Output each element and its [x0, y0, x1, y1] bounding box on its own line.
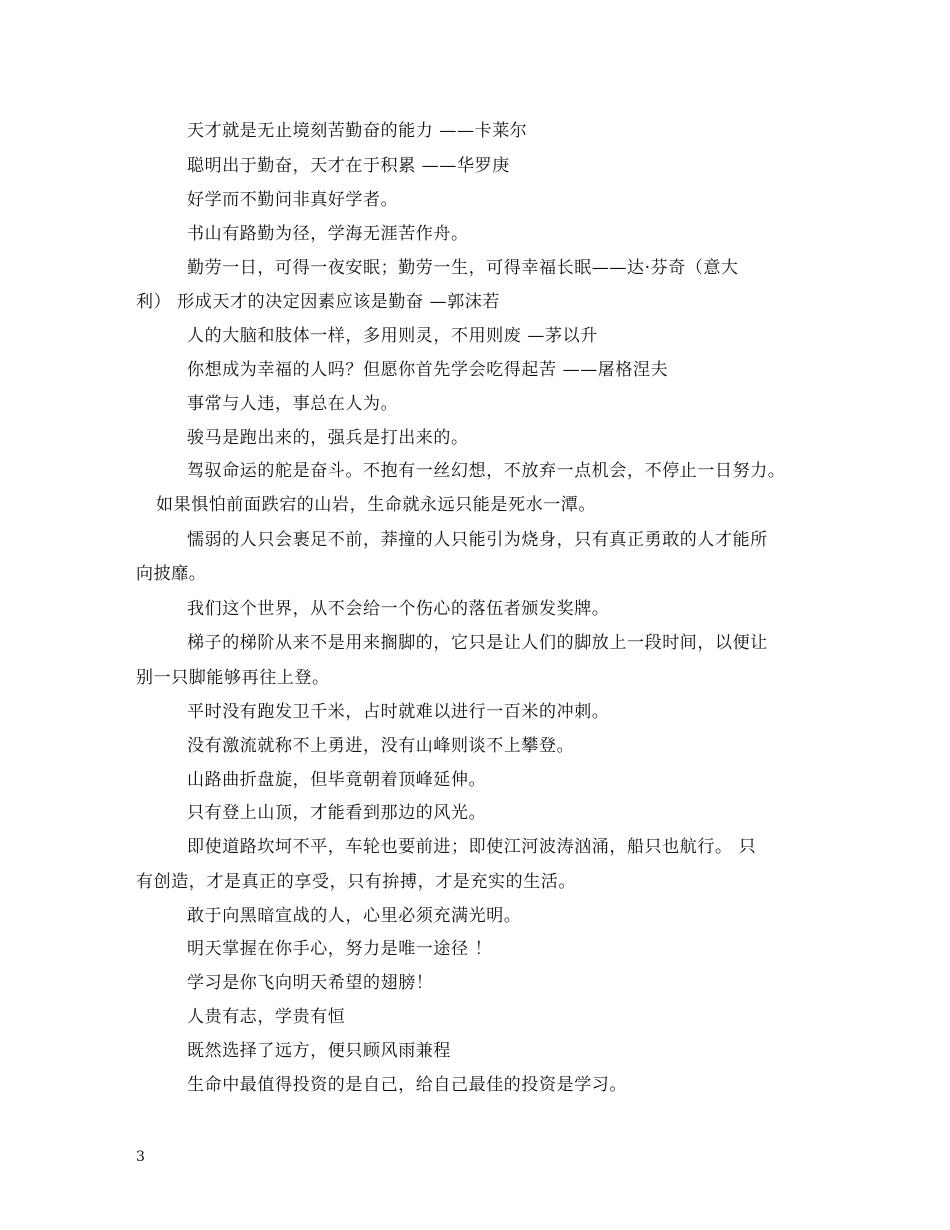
text-line: 没有激流就称不上勇进，没有山峰则谈不上攀登。: [187, 736, 575, 756]
text-line: 书山有路勤为径，学海无涯苦作舟。: [187, 224, 469, 244]
text-line: 别一只脚能够再往上登。: [136, 668, 330, 688]
text-line: 利） 形成天才的决定因素应该是勤奋 —郭沫若: [136, 292, 501, 312]
text-line: 事常与人违，事总在人为。: [187, 394, 399, 414]
text-line: 驾驭命运的舵是奋斗。不抱有一丝幻想，不放弃一点机会，不停止一日努力。: [187, 461, 786, 481]
text-line: 骏马是跑出来的，强兵是打出来的。: [187, 428, 469, 448]
text-line: 好学而不勤问非真好学者。: [187, 190, 399, 210]
text-line: 即使道路坎坷不平，车轮也要前进；即使江河波涛汹涌，船只也航行。 只: [187, 837, 757, 857]
text-line: 有创造，才是真正的享受，只有拚搏，才是充实的生活。: [136, 872, 576, 892]
text-line: 明天掌握在你手心，努力是唯一途径 ！: [187, 939, 493, 959]
text-line: 人的大脑和肢体一样，多用则灵，不用则废 —茅以升: [187, 326, 598, 346]
text-line: 我们这个世界，从不会给一个伤心的落伍者颁发奖牌。: [187, 599, 610, 619]
text-line: 人贵有志，学贵有恒: [187, 1007, 346, 1027]
text-line: 聪明出于勤奋，天才在于积累 ——华罗庚: [187, 156, 510, 176]
text-line: 天才就是无止境刻苦勤奋的能力 ——卡莱尔: [187, 121, 528, 141]
text-line: 梯子的梯阶从来不是用来搁脚的，它只是让人们的脚放上一段时间，以便让: [187, 633, 768, 653]
text-line: 勤劳一日，可得一夜安眠；勤劳一生，可得幸福长眠——达·芬奇（意大: [187, 258, 739, 278]
text-line: 懦弱的人只会裹足不前，莽撞的人只能引为烧身，只有真正勇敢的人才能所: [187, 530, 768, 550]
text-line: 山路曲折盘旋，但毕竟朝着顶峰延伸。: [187, 770, 487, 790]
text-line: 只有登上山顶，才能看到那边的风光。: [187, 803, 487, 823]
text-line: 学习是你飞向明天希望的翅膀！: [187, 973, 434, 993]
text-line: 敢于向黑暗宣战的人，心里必须充满光明。: [187, 906, 522, 926]
text-line: 既然选择了远方，便只顾风雨兼程: [187, 1041, 451, 1061]
page-number: 3: [136, 1149, 145, 1165]
text-line: 向披靡。: [136, 564, 207, 584]
text-line: 你想成为幸福的人吗？但愿你首先学会吃得起苦 ——屠格涅夫: [187, 360, 669, 380]
text-line: 生命中最值得投资的是自己，给自己最佳的投资是学习。: [187, 1075, 627, 1095]
text-line: 如果惧怕前面跌宕的山岩，生命就永远只能是死水一潭。: [156, 495, 596, 515]
text-line: 平时没有跑发卫千米，占时就难以进行一百米的冲刺。: [187, 702, 610, 722]
